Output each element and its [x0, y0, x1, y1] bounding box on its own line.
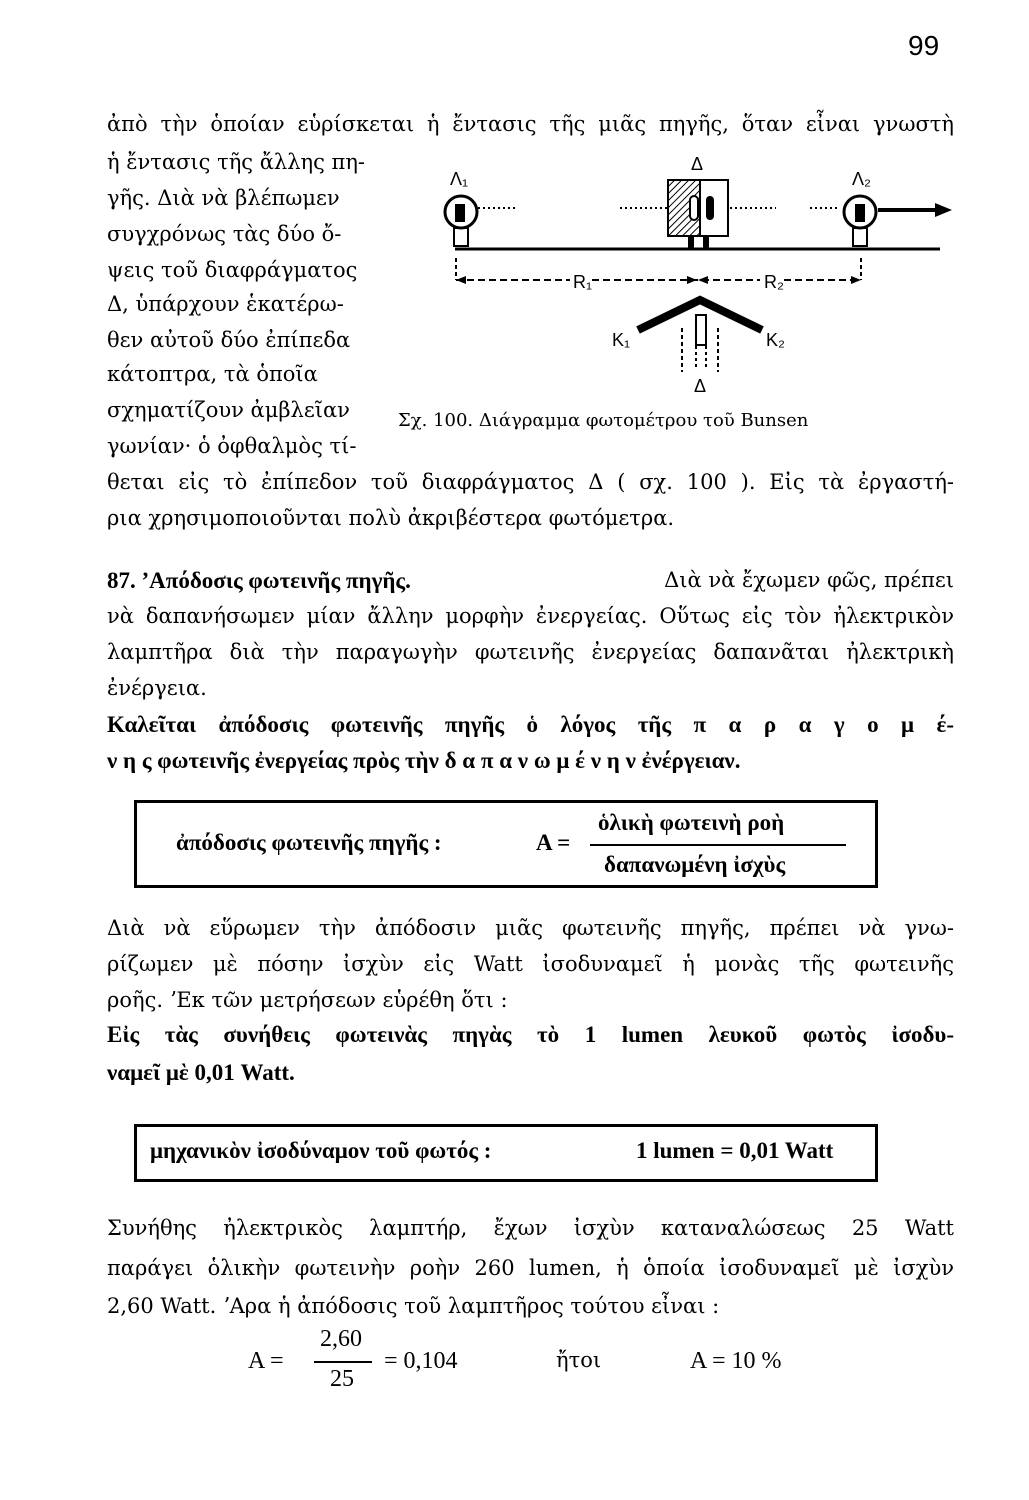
label-k1: K₁	[612, 330, 631, 350]
section-heading: 87. ʼΑπόδοσις φωτεινῆς πηγῆς.	[107, 568, 411, 593]
intro-line-3: γῆς. Διὰ νὰ βλέπωμεν	[107, 186, 340, 210]
bunsen-photometer-diagram	[400, 150, 960, 400]
intro-line-12: ρια χρησιμοποιοῦνται πολὺ ἀκριβέστερα φωτόμετρα.	[107, 506, 675, 530]
para2-line-3: ροῆς. ʼΕκ τῶν μετρήσεων εὑρέθη ὅτι :	[107, 988, 508, 1012]
definition-line-2: ν η ς φωτεινῆς ἐνεργείας πρὸς τὴν δ α π α ν ω μ έ ν η ν ἐνέργειαν.	[107, 748, 741, 773]
lamp-2-icon	[844, 196, 876, 246]
figure-caption: Σχ. 100. Διάγραμμα φωτομέτρου τοῦ Bunsen	[398, 410, 809, 431]
box1-label: ἀπόδοσις φωτεινῆς πηγῆς :	[176, 830, 442, 855]
intro-line-1: ἀπὸ τὴν ὁποίαν εὑρίσκεται ἡ ἔντασις τῆς μιᾶς πηγῆς, ὅταν εἶναι γνωστὴ	[107, 112, 954, 136]
box1-numerator: ὁλικὴ φωτεινὴ ροὴ	[598, 810, 785, 835]
box1-denominator: δαπανωμένη ἰσχὺς	[604, 852, 786, 877]
definition-line-1: Καλεῖται ἀπόδοσις φωτεινῆς πηγῆς ὁ λόγος τῆς π α ρ α γ ο μ έ-	[107, 712, 954, 737]
box2-label: μηχανικὸν ἰσοδύναμον τοῦ φωτός :	[150, 1138, 492, 1163]
label-eye-diaphragm: Δ	[694, 376, 707, 396]
intro-line-4: συγχρόνως τὰς δύο ὄ-	[107, 222, 342, 246]
label-r2: R₂	[764, 272, 784, 292]
box2-value: 1 lumen = 0,01 Watt	[636, 1138, 834, 1163]
box1-lhs: A =	[536, 830, 571, 855]
fact-line-2: ναμεῖ μὲ 0,01 Watt.	[107, 1060, 295, 1085]
diaphragm-icon	[668, 180, 728, 249]
intro-line-7: θεν αὐτοῦ δύο ἐπίπεδα	[107, 328, 351, 352]
final-numerator: 2,60	[320, 1326, 362, 1352]
para3-line-1: Συνήθης ἠλεκτρικὸς λαμπτήρ, ἔχων ἰσχὺν καταναλώσεως 25 Watt	[107, 1216, 954, 1240]
section-first-line	[107, 568, 954, 594]
label-diaphragm: Δ	[691, 154, 704, 174]
final-result: = 0,104	[384, 1348, 458, 1374]
para3-line-2: παράγει ὁλικὴν φωτεινὴν ροὴν 260 lumen, ἡ ὁποία ἰσοδυναμεῖ μὲ ἰσχὺν	[107, 1256, 954, 1280]
section-line-2: νὰ δαπανήσωμεν μίαν ἄλλην μορφὴν ἐνεργείας. Οὕτως εἰς τὸν ἠλεκτρικὸν	[107, 604, 954, 628]
box1-fraction-line	[590, 844, 846, 846]
final-denominator: 25	[330, 1366, 354, 1392]
intro-line-2: ἡ ἔντασις τῆς ἄλλης πη-	[107, 150, 366, 174]
fact-line-1: Εἰς τὰς συνήθεις φωτεινὰς πηγὰς τὸ 1 lumen λευκοῦ φωτὸς ἰσοδυ-	[107, 1022, 954, 1047]
final-fraction-line	[314, 1361, 372, 1363]
intro-line-6: Δ, ὑπάρχουν ἑκατέρω-	[107, 292, 344, 316]
intro-line-10: γωνίαν· ὁ ὀφθαλμὸς τί-	[107, 434, 357, 458]
intro-line-8: κάτοπτρα, τὰ ὁποῖα	[107, 362, 318, 386]
para3-line-3: 2,60 Watt. ʼΑρα ἡ ἀπόδοσις τοῦ λαμπτῆρος τούτου εἶναι :	[107, 1294, 720, 1318]
intro-line-11: θεται εἰς τὸ ἐπίπεδον τοῦ διαφράγματος Δ ( σχ. 100 ). Εἰς τὰ ἐργαστή-	[107, 470, 954, 494]
final-lhs: A =	[248, 1348, 284, 1374]
page-number: 99	[908, 30, 940, 61]
final-percent: A = 10 %	[690, 1348, 782, 1374]
label-r1: R₁	[573, 272, 593, 292]
section-line-3: λαμπτῆρα διὰ τὴν παραγωγὴν φωτεινῆς ἐνεργείας δαπανᾶται ἠλεκτρικὴ	[107, 640, 954, 664]
mirrors-icon	[638, 300, 762, 372]
label-lamp2: Λ₂	[852, 169, 872, 189]
para2-line-2: ρίζωμεν μὲ πόσην ἰσχὺν εἰς Watt ἰσοδυναμεῖ ἡ μονὰς τῆς φωτεινῆς	[107, 952, 954, 976]
final-connector: ἤτοι	[556, 1348, 602, 1372]
section-line-1: Διὰ νὰ ἔχωμεν φῶς, πρέπει	[664, 568, 954, 592]
section-line-4: ἐνέργεια.	[107, 676, 207, 700]
intro-line-9: σχηματίζουν ἀμβλεῖαν	[107, 398, 350, 422]
label-lamp1: Λ₁	[450, 169, 469, 189]
intro-line-5: ψεις τοῦ διαφράγματος	[107, 258, 358, 282]
lamp-1-icon	[445, 196, 477, 246]
para2-line-1: Διὰ νὰ εὕρωμεν τὴν ἀπόδοσιν μιᾶς φωτεινῆς πηγῆς, πρέπει νὰ γνω-	[107, 916, 954, 940]
label-k2: K₂	[766, 330, 785, 350]
